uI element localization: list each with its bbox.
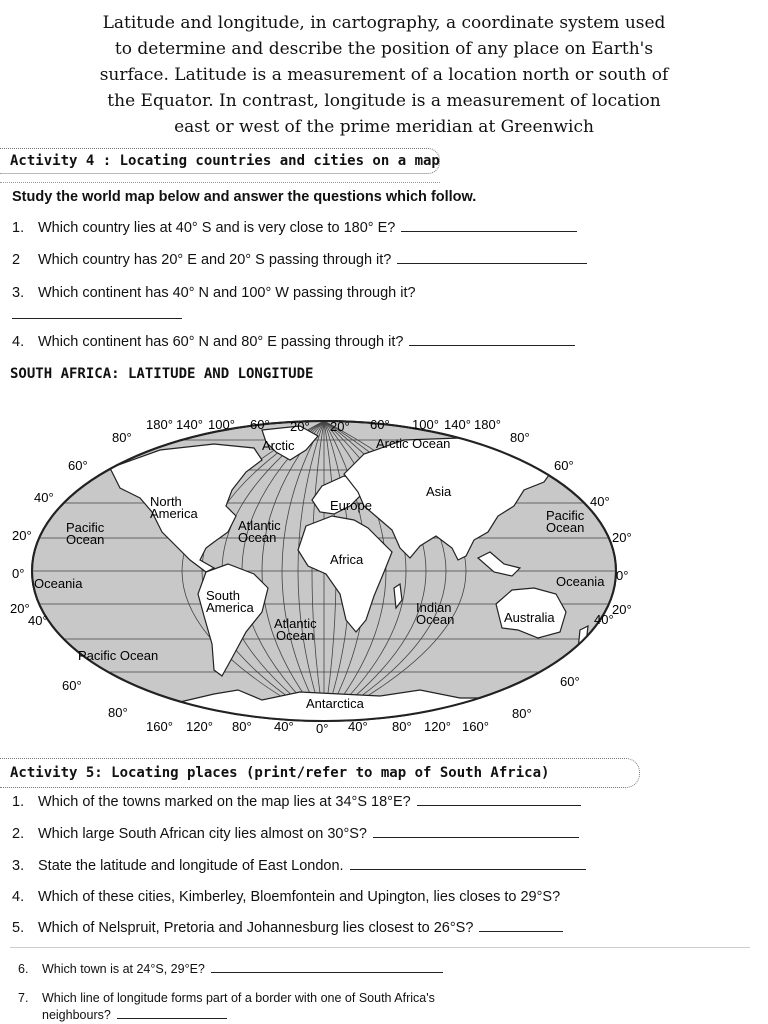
question-row [18,962,443,976]
question-number: 4. [12,889,25,905]
label-atlantic-ocean-north: Atlantic [238,518,281,533]
right-latitude-label: 40° [594,612,614,627]
question-number: 5. [12,920,25,936]
question-text: Which of these cities, Kimberley, Bloemfontein and Upington, lies closes to 29°S? [38,889,561,905]
top-longitude-label: 60° [370,417,390,432]
left-latitude-label: 40° [28,613,48,628]
answer-blank[interactable] [479,930,563,932]
question-row [18,991,435,1005]
label-oceania-left: Oceania [34,576,83,591]
label-antarctica: Antarctica [306,696,364,711]
right-latitude-label: 20° [612,602,632,617]
top-longitude-label: 100° [412,417,439,432]
right-latitude-label: 60° [560,674,580,689]
label-south-america: America [206,600,254,615]
answer-blank[interactable] [117,1017,227,1019]
answer-blank[interactable] [401,230,577,232]
label-pacific-ocean-left: Pacific [66,520,105,535]
label-atlantic-ocean-south: Atlantic [274,616,317,631]
bottom-longitude-label: 80° [232,719,252,734]
answer-blank[interactable] [12,318,182,319]
label-pacific-ocean-right: Pacific [546,508,585,523]
label-australia: Australia [504,610,555,625]
label-atlantic-ocean-south: Ocean [276,628,315,643]
label-arctic: Arctic [262,438,295,453]
top-longitude-label: 100° [208,417,235,432]
question-number: 2. [12,826,25,842]
bottom-longitude-label: 160° [146,719,173,734]
left-latitude-label: 40° [34,490,54,505]
question-text: Which continent has 40° N and 100° W passing through it? [38,285,416,301]
label-indian-ocean: Ocean [416,612,455,627]
left-latitude-label: 80° [112,430,132,445]
bottom-longitude-label: 80° [392,719,412,734]
question-number: 1. [12,794,25,810]
top-longitude-label: 20° [330,419,350,434]
top-longitude-label: 60° [250,417,270,432]
question-text: Which continent has 60° N and 80° E passing through it? [38,334,404,350]
top-longitude-label: 140° [444,417,471,432]
label-north-america: North [150,494,182,509]
answer-blank[interactable] [211,971,443,973]
question-number: 1. [12,220,25,236]
question-text: Which line of longitude forms part of a border with one of South Africa's [42,991,435,1005]
question-text: Which of Nelspruit, Pretoria and Johannesburg lies closest to 26°S? [38,920,474,936]
question-text: Which large South African city lies almost on 30°S? [38,826,367,842]
bottom-longitude-label: 120° [186,719,213,734]
right-latitude-label: 0° [616,568,629,583]
question-number: 2 [12,252,21,268]
left-latitude-label: 80° [108,705,128,720]
world-map [0,408,640,738]
divider [10,947,750,948]
right-latitude-label: 40° [590,494,610,509]
right-latitude-label: 80° [510,430,530,445]
activity-5-title: Activity 5: Locating places (print/refer to map of South Africa) [10,765,550,781]
question-number: 7. [18,991,29,1005]
label-pacific-ocean-right: Ocean [546,520,585,535]
question-row [12,252,587,268]
question-text: State the latitude and longitude of East London. [38,858,344,874]
activity-4-title: Activity 4 : Locating countries and cities on a map [10,153,440,169]
right-latitude-label: 80° [512,706,532,721]
label-europe: Europe [330,498,372,513]
label-oceania-right: Oceania [556,574,605,589]
question-row [12,858,586,874]
question-text: Which town is at 24°S, 29°E? [42,962,205,976]
map-section-heading: SOUTH AFRICA: LATITUDE AND LONGITUDE [10,366,314,382]
label-south-america: South [206,588,240,603]
left-latitude-label: 20° [10,601,30,616]
left-latitude-label: 60° [68,458,88,473]
question-number: 6. [18,962,29,976]
answer-blank[interactable] [350,868,586,870]
bottom-longitude-label: 40° [348,719,368,734]
intro-line: Latitude and longitude, in cartography, a coordinate system used [102,13,666,33]
question-row [12,334,575,350]
question-row [12,826,579,842]
label-atlantic-ocean-north: Ocean [238,530,277,545]
label-pacific-ocean-left: Ocean [66,532,105,547]
answer-blank[interactable] [417,804,581,806]
question-text: neighbours? [42,1008,111,1022]
intro-line: to determine and describe the position of any place on Earth's [114,39,654,59]
intro-line: east or west of the prime meridian at Greenwich [174,117,594,137]
left-latitude-label: 0° [12,566,25,581]
label-africa: Africa [330,552,364,567]
question-row [12,889,560,905]
question-row [12,285,416,301]
divider [0,182,440,183]
intro-line: surface. Latitude is a measurement of a location north or south of [99,65,669,85]
intro-line: the Equator. In contrast, longitude is a measurement of location [107,91,661,111]
question-number: 4. [12,334,25,350]
label-indian-ocean: Indian [416,600,452,615]
bottom-longitude-label: 40° [274,719,294,734]
question-row [12,794,581,810]
activity-4-instruction: Study the world map below and answer the questions which follow. [12,189,477,205]
intro-paragraph [40,10,728,140]
question-row [12,220,577,236]
label-pacific-ocean-south: Pacific Ocean [78,648,159,663]
bottom-longitude-label: 160° [462,719,489,734]
question-text: Which of the towns marked on the map lies at 34°S 18°E? [38,794,411,810]
question-row [42,1008,227,1022]
question-text: Which country lies at 40° S and is very close to 180° E? [38,220,396,236]
answer-blank[interactable] [397,262,587,264]
answer-blank[interactable] [409,344,575,346]
right-latitude-label: 20° [612,530,632,545]
top-longitude-label: 180° [146,417,173,432]
label-north-america: America [150,506,198,521]
question-number: 3. [12,858,25,874]
question-number: 3. [12,285,25,301]
top-longitude-label: 140° [176,417,203,432]
left-latitude-label: 60° [62,678,82,693]
bottom-longitude-label: 120° [424,719,451,734]
right-latitude-label: 60° [554,458,574,473]
left-latitude-label: 20° [12,528,32,543]
question-text: Which country has 20° E and 20° S passing through it? [38,252,392,268]
bottom-longitude-label: 0° [316,721,329,736]
label-asia: Asia [426,484,452,499]
top-longitude-label: 180° [474,417,501,432]
answer-blank[interactable] [373,836,579,838]
top-longitude-label: 20° [290,419,310,434]
question-row [12,920,563,936]
label-arctic-ocean: Arctic Ocean [376,436,451,451]
